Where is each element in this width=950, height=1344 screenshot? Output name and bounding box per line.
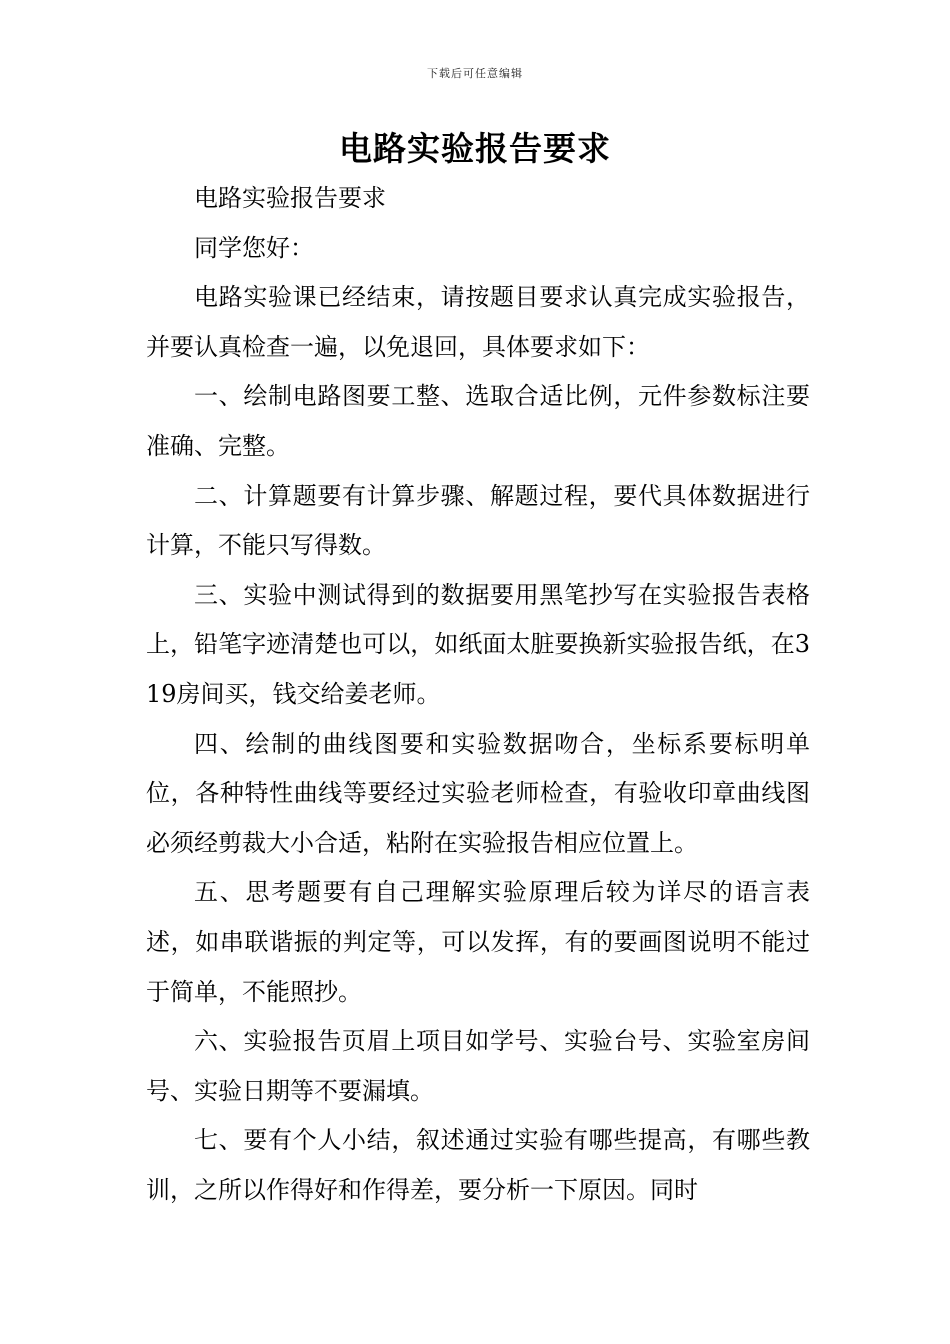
paragraph-greeting: 同学您好： [194,233,314,262]
document-body [146,174,810,1215]
paragraph-requirement-3: 三、实验中测试得到的数据要用黑笔抄写在实验报告表格上，铅笔字迹清楚也可以，如纸面太脏要换新实验报告纸，在319房间买，钱交给姜老师。 [146,580,810,708]
document-title: 电路实验报告要求 [339,129,611,168]
paragraph-requirement-7: 七、要有个人小结，叙述通过实验有哪些提高，有哪些教训，之所以作得好和作得差，要分析一下原因。同时 [146,1126,810,1204]
paragraph-requirement-4: 四、绘制的曲线图要和实验数据吻合，坐标系要标明单位，各种特性曲线等要经过实验老师检查，有验收印章曲线图必须经剪裁大小合适，粘附在实验报告相应位置上。 [146,729,810,857]
paragraph-intro: 电路实验课已经结束，请按题目要求认真完成实验报告，并要认真检查一遍，以免退回，具体要求如下： [146,283,810,361]
header-note: 下载后可任意编辑 [427,67,523,80]
paragraph-requirement-6: 六、实验报告页眉上项目如学号、实验台号、实验室房间号、实验日期等不要漏填。 [146,1027,810,1105]
paragraph-requirement-1: 一、绘制电路图要工整、选取合适比例，元件参数标注要准确、完整。 [146,382,810,460]
paragraph-subtitle: 电路实验报告要求 [194,184,386,212]
paragraph-requirement-5: 五、思考题要有自己理解实验原理后较为详尽的语言表述，如串联谐振的判定等，可以发挥，有的要画图说明不能过于简单，不能照抄。 [146,878,810,1006]
paragraph-requirement-2: 二、计算题要有计算步骤、解题过程，要代具体数据进行计算，不能只写得数。 [146,481,810,560]
